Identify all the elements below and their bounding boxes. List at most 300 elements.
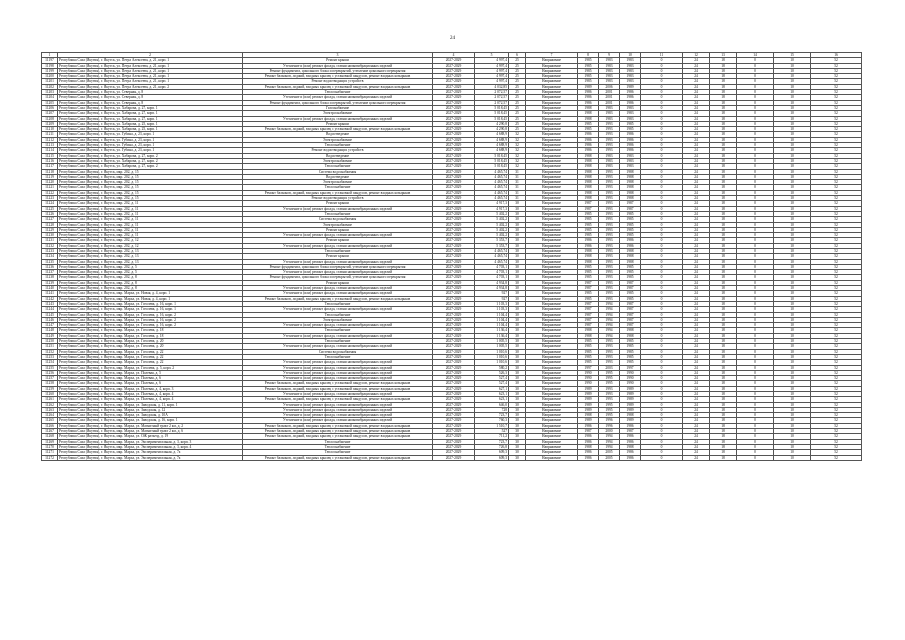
table-cell: 1986: [620, 434, 641, 439]
table-cell: 0: [737, 180, 774, 185]
table-cell: 30: [509, 413, 526, 418]
table-cell: 728: [475, 407, 509, 412]
table-cell: Напряжение: [526, 196, 578, 201]
table-cell: Электроснабжение: [243, 222, 433, 227]
table-cell: 32: [509, 164, 526, 169]
table-cell: 18: [710, 280, 737, 285]
table-cell: 2027-2029: [433, 196, 475, 201]
table-cell: 4 917,3: [475, 206, 509, 211]
table-cell: 52: [811, 413, 862, 418]
table-cell: 10: [774, 434, 811, 439]
table-cell: 24: [683, 84, 710, 89]
table-cell: 1985: [620, 264, 641, 269]
table-cell: 10: [774, 190, 811, 195]
table-cell: Теплоснабжение: [243, 354, 433, 359]
table-cell: 1985: [620, 291, 641, 296]
table-cell: Ремонт водоотводящих устройств: [243, 148, 433, 153]
table-cell: 1989: [578, 386, 599, 391]
table-cell: 18: [710, 148, 737, 153]
table-cell: 10: [774, 243, 811, 248]
table-cell: Напряжение: [526, 339, 578, 344]
table-cell: 1990: [620, 381, 641, 386]
table-cell: Ремонт балконов, лоджий, входных крылец с установкой пандусов, ремонт входных козырьков: [243, 386, 433, 391]
table-cell: Напряжение: [526, 307, 578, 312]
table-cell: 0: [641, 248, 683, 253]
table-cell: 0: [641, 185, 683, 190]
table-cell: 24: [683, 100, 710, 105]
table-cell: 52: [811, 323, 862, 328]
table-cell: 4 290,8: [475, 121, 509, 126]
table-cell: 2027-2029: [433, 280, 475, 285]
table-cell: Республика Саха (Якутия), г. Якутск, ул. Северная, д. 8: [58, 90, 243, 95]
table-cell: Республика Саха (Якутия), г. Якутск, мкр. Марха, ул. Полевая, д. 6: [58, 376, 243, 381]
column-header: 7: [526, 53, 578, 58]
table-cell: Напряжение: [526, 90, 578, 95]
table-cell: Утепление и (или) ремонт фасада, ставни низковибрационных изделий: [243, 392, 433, 397]
table-cell: 0: [641, 233, 683, 238]
table-cell: 0: [641, 280, 683, 285]
table-cell: 52: [811, 111, 862, 116]
table-cell: 1987: [578, 429, 599, 434]
table-cell: 927: [475, 296, 509, 301]
table-cell: 1983: [599, 111, 620, 116]
table-cell: 11219: [42, 174, 58, 179]
table-cell: 1987: [578, 201, 599, 206]
table-cell: 1988: [578, 328, 599, 333]
table-cell: 18: [710, 439, 737, 444]
table-cell: 30: [509, 407, 526, 412]
table-cell: 0: [737, 423, 774, 428]
table-cell: 1989: [578, 407, 599, 412]
table-cell: Напряжение: [526, 317, 578, 322]
table-cell: Республика Саха (Якутия), г. Якутск, мкр. 202, д. 11: [58, 227, 243, 232]
table-cell: 1989: [620, 402, 641, 407]
table-cell: 2027-2029: [433, 397, 475, 402]
table-cell: Ремонт водоотводящих устройств: [243, 79, 433, 84]
table-cell: 11228: [42, 222, 58, 227]
table-cell: 0: [737, 254, 774, 259]
table-cell: 0: [641, 148, 683, 153]
table-cell: 2027-2029: [433, 450, 475, 455]
table-cell: 2003: [599, 365, 620, 370]
table-cell: Утепление и (или) ремонт фасада, ставни низковибрационных изделий: [243, 360, 433, 365]
table-cell: 52: [811, 392, 862, 397]
table-cell: 18: [710, 291, 737, 296]
table-cell: 24: [683, 434, 710, 439]
table-cell: 24: [683, 376, 710, 381]
table-cell: 2027-2029: [433, 354, 475, 359]
table-cell: 0: [737, 259, 774, 264]
table-cell: Напряжение: [526, 312, 578, 317]
table-cell: 0: [641, 296, 683, 301]
table-cell: Напряжение: [526, 185, 578, 190]
table-cell: 11221: [42, 185, 58, 190]
table-cell: 627,1: [475, 386, 509, 391]
table-cell: 4 032,85: [475, 84, 509, 89]
table-cell: 52: [811, 434, 862, 439]
table-cell: 1994: [599, 333, 620, 338]
table-cell: 10: [774, 185, 811, 190]
table-cell: 30: [509, 217, 526, 222]
table-cell: Напряжение: [526, 392, 578, 397]
table-cell: Республика Саха (Якутия), г. Якутск, мкр. Марха, ул. Экспериментальная, д. 7а: [58, 450, 243, 455]
table-cell: 1987: [620, 201, 641, 206]
table-cell: 0: [737, 95, 774, 100]
table-cell: 0: [737, 74, 774, 79]
table-cell: 24: [683, 386, 710, 391]
table-cell: 0: [737, 370, 774, 375]
table-cell: 1994: [599, 307, 620, 312]
table-cell: Напряжение: [526, 248, 578, 253]
table-cell: 1985: [578, 127, 599, 132]
table-cell: 52: [811, 365, 862, 370]
column-header: 4: [433, 53, 475, 58]
table-cell: 0: [641, 429, 683, 434]
table-cell: 30: [509, 227, 526, 232]
table-cell: 0: [641, 105, 683, 110]
table-cell: 2027-2029: [433, 392, 475, 397]
table-cell: 1 103,3: [475, 307, 509, 312]
table-cell: 52: [811, 254, 862, 259]
table-body: [42, 58, 862, 461]
table-cell: 31: [509, 169, 526, 174]
table-cell: 11239: [42, 280, 58, 285]
table-cell: 52: [811, 116, 862, 121]
table-cell: 2027-2029: [433, 90, 475, 95]
table-cell: 10: [774, 349, 811, 354]
table-cell: 0: [737, 354, 774, 359]
table-cell: 1985: [620, 121, 641, 126]
table-cell: 10: [774, 74, 811, 79]
table-cell: 30: [509, 354, 526, 359]
table-cell: 1983: [620, 105, 641, 110]
table-cell: Напряжение: [526, 211, 578, 216]
table-cell: 0: [737, 381, 774, 386]
table-cell: 18: [710, 386, 737, 391]
table-cell: 52: [811, 264, 862, 269]
table-cell: 1987: [620, 307, 641, 312]
table-cell: 11199: [42, 68, 58, 73]
table-cell: 0: [641, 238, 683, 243]
table-cell: 11204: [42, 95, 58, 100]
table-cell: 2027-2029: [433, 254, 475, 259]
table-cell: 4 934,8: [475, 286, 509, 291]
table-cell: 0: [737, 190, 774, 195]
table-cell: Напряжение: [526, 148, 578, 153]
table-cell: 11245: [42, 312, 58, 317]
table-cell: 1983: [599, 79, 620, 84]
table-cell: 2027-2029: [433, 286, 475, 291]
table-cell: 0: [737, 132, 774, 137]
table-cell: 2027-2029: [433, 317, 475, 322]
table-cell: 2027-2029: [433, 344, 475, 349]
table-cell: 11265: [42, 418, 58, 423]
table-cell: 1985: [578, 222, 599, 227]
table-cell: 1983: [620, 164, 641, 169]
table-cell: 4 997,4: [475, 58, 509, 63]
table-cell: Утепление и (или) ремонт фасада, ставни низковибрационных изделий: [243, 116, 433, 121]
table-cell: 24: [683, 180, 710, 185]
table-cell: 30: [509, 301, 526, 306]
table-cell: 10: [774, 164, 811, 169]
table-cell: 1994: [599, 328, 620, 333]
table-cell: 24: [683, 116, 710, 121]
table-cell: 0: [641, 418, 683, 423]
table-cell: Электроснабжение: [243, 158, 433, 163]
table-cell: 1995: [599, 376, 620, 381]
table-cell: 11250: [42, 339, 58, 344]
table-cell: 18: [710, 317, 737, 322]
table-cell: 5 353,7: [475, 243, 509, 248]
table-cell: 10: [774, 301, 811, 306]
table-cell: 0: [737, 291, 774, 296]
table-cell: 4 465,74: [475, 185, 509, 190]
table-cell: 2027-2029: [433, 143, 475, 148]
table-cell: 10: [774, 418, 811, 423]
table-cell: 10: [774, 158, 811, 163]
table-cell: Водоотведение: [243, 174, 433, 179]
table-cell: 2027-2029: [433, 296, 475, 301]
table-cell: 1989: [578, 402, 599, 407]
table-cell: 1983: [599, 116, 620, 121]
table-cell: Напряжение: [526, 429, 578, 434]
table-cell: 10: [774, 370, 811, 375]
table-cell: Теплоснабжение: [243, 211, 433, 216]
table-cell: 0: [641, 376, 683, 381]
table-cell: 2027-2029: [433, 127, 475, 132]
table-cell: 52: [811, 217, 862, 222]
table-cell: 1983: [599, 58, 620, 63]
table-cell: 18: [710, 264, 737, 269]
table-cell: 2027-2029: [433, 137, 475, 142]
table-cell: 4 465,74: [475, 180, 509, 185]
table-cell: Утепление и (или) ремонт фасада, ставни низковибрационных изделий: [243, 323, 433, 328]
table-cell: 24: [683, 190, 710, 195]
table-cell: Напряжение: [526, 84, 578, 89]
table-cell: 30: [509, 222, 526, 227]
table-cell: 0: [737, 286, 774, 291]
table-cell: 25: [509, 90, 526, 95]
table-cell: Напряжение: [526, 275, 578, 280]
table-cell: 2027-2029: [433, 164, 475, 169]
table-cell: 18: [710, 105, 737, 110]
table-cell: Напряжение: [526, 174, 578, 179]
table-cell: 2027-2029: [433, 455, 475, 460]
table-cell: 1993: [599, 174, 620, 179]
table-cell: 24: [683, 291, 710, 296]
table-cell: 0: [641, 312, 683, 317]
table-cell: 4 703,1: [475, 270, 509, 275]
table-cell: 4 465,74: [475, 254, 509, 259]
table-cell: 0: [641, 100, 683, 105]
table-cell: 52: [811, 58, 862, 63]
table-cell: Напряжение: [526, 259, 578, 264]
table-cell: 24: [683, 286, 710, 291]
table-cell: 0: [737, 333, 774, 338]
table-cell: 10: [774, 360, 811, 365]
table-cell: 1994: [599, 444, 620, 449]
table-cell: 2027-2029: [433, 201, 475, 206]
table-cell: Теплоснабжение: [243, 444, 433, 449]
table-cell: Ремонт крыши: [243, 227, 433, 232]
table-cell: 10: [774, 222, 811, 227]
table-cell: Напряжение: [526, 323, 578, 328]
table-cell: 11235: [42, 259, 58, 264]
table-cell: 0: [737, 153, 774, 158]
table-cell: 11233: [42, 248, 58, 253]
table-cell: 1988: [578, 333, 599, 338]
table-cell: 0: [737, 68, 774, 73]
table-cell: 0: [737, 307, 774, 312]
table-cell: 1985: [578, 339, 599, 344]
table-cell: 1987: [578, 307, 599, 312]
table-cell: 2027-2029: [433, 100, 475, 105]
table-cell: 4 688,9: [475, 143, 509, 148]
table-cell: 11241: [42, 291, 58, 296]
table-cell: 11205: [42, 100, 58, 105]
table-cell: 11244: [42, 307, 58, 312]
table-cell: 10: [774, 127, 811, 132]
table-cell: 0: [737, 397, 774, 402]
table-cell: 2027-2029: [433, 429, 475, 434]
table-cell: 18: [710, 201, 737, 206]
table-cell: 2000: [599, 429, 620, 434]
table-cell: 52: [811, 121, 862, 126]
table-cell: 18: [710, 100, 737, 105]
table-cell: 4 688,9: [475, 137, 509, 142]
table-cell: 11238: [42, 275, 58, 280]
table-cell: 0: [641, 439, 683, 444]
table-cell: 1987: [620, 301, 641, 306]
table-cell: 52: [811, 248, 862, 253]
table-cell: Напряжение: [526, 418, 578, 423]
table-cell: Республика Саха (Якутия), г. Якутск, мкр. Марха, ул. Заводская, д. 11, корп. 1: [58, 402, 243, 407]
table-cell: Напряжение: [526, 434, 578, 439]
table-cell: 1983: [620, 153, 641, 158]
table-cell: Республика Саха (Якутия), г. Якутск, ул. Хабарова, д. 27, корп. 1: [58, 116, 243, 121]
table-cell: 0: [641, 222, 683, 227]
table-cell: 1985: [578, 275, 599, 280]
table-cell: 18: [710, 153, 737, 158]
table-cell: 2027-2029: [433, 275, 475, 280]
table-cell: Теплоснабжение: [243, 339, 433, 344]
table-cell: 31: [509, 190, 526, 195]
table-cell: 11216: [42, 158, 58, 163]
table-cell: 1985: [578, 360, 599, 365]
table-cell: 760,3: [475, 418, 509, 423]
table-cell: 2027-2029: [433, 132, 475, 137]
table-cell: 1993: [599, 169, 620, 174]
table-cell: Ремонт фундамента, цокольного блока и перекрытий, утепление цокольного перекрытия: [243, 68, 433, 73]
table-cell: 10: [774, 312, 811, 317]
table-cell: 1983: [620, 158, 641, 163]
table-cell: 11257: [42, 376, 58, 381]
table-cell: 24: [683, 58, 710, 63]
table-cell: 1 103,3: [475, 301, 509, 306]
table-cell: 11222: [42, 190, 58, 195]
table-cell: Напряжение: [526, 190, 578, 195]
table-cell: Республика Саха (Якутия), г. Якутск, ул. Хабарова, д. 27, корп. 2: [58, 164, 243, 169]
table-cell: 11261: [42, 397, 58, 402]
table-cell: 18: [710, 143, 737, 148]
table-cell: 1987: [620, 429, 641, 434]
table-cell: Напряжение: [526, 397, 578, 402]
table-cell: Система водоснабжения: [243, 169, 433, 174]
table-cell: 18: [710, 323, 737, 328]
table-cell: 1985: [578, 270, 599, 275]
page-number: 24: [450, 36, 455, 41]
table-cell: 11272: [42, 455, 58, 460]
table-cell: 1988: [578, 111, 599, 116]
table-cell: Теплоснабжение: [243, 328, 433, 333]
table-cell: Ремонт фундамента, цокольного блока и перекрытий, утепление цокольного перекрытия: [243, 100, 433, 105]
table-cell: Республика Саха (Якутия), г. Якутск, мкр. Марха, ул. Полевая, д. 4, корп. 3: [58, 386, 243, 391]
table-cell: Напряжение: [526, 137, 578, 142]
table-cell: 2027-2029: [433, 111, 475, 116]
table-cell: 1986: [620, 455, 641, 460]
table-cell: 24: [683, 413, 710, 418]
table-cell: 1990: [578, 376, 599, 381]
table-cell: 4 688,9: [475, 148, 509, 153]
table-cell: 0: [737, 196, 774, 201]
table-cell: Республика Саха (Якутия), г. Якутск, мкр. Марха, ул. Гоголева, д. 22: [58, 349, 243, 354]
table-cell: 24: [683, 328, 710, 333]
table-cell: Республика Саха (Якутия), г. Якутск, ул. Хабарова, д. 27, корп. 2: [58, 158, 243, 163]
table-cell: 1997: [578, 365, 599, 370]
table-cell: 1986: [578, 90, 599, 95]
table-cell: Напряжение: [526, 270, 578, 275]
table-cell: 0: [737, 349, 774, 354]
table-cell: Теплоснабжение: [243, 248, 433, 253]
table-cell: 52: [811, 381, 862, 386]
table-cell: 1986: [620, 132, 641, 137]
table-cell: Республика Саха (Якутия), г. Якутск, ул. Хабарова, д. 25, корп. 1: [58, 121, 243, 126]
table-cell: 1993: [599, 349, 620, 354]
table-cell: Теплоснабжение: [243, 164, 433, 169]
table-cell: 1988: [578, 190, 599, 195]
column-header: 11: [641, 53, 683, 58]
table-cell: 18: [710, 370, 737, 375]
table-cell: 1985: [620, 349, 641, 354]
table-cell: 0: [641, 402, 683, 407]
table-cell: Республика Саха (Якутия), г. Якутск, мкр. 202, д. 11: [58, 222, 243, 227]
table-cell: 52: [811, 270, 862, 275]
table-cell: 52: [811, 222, 862, 227]
table-cell: 0: [641, 180, 683, 185]
table-cell: 52: [811, 148, 862, 153]
table-cell: Республика Саха (Якутия), г. Якутск, ул. Петра Алексеева, д. 21, корп. 2: [58, 84, 243, 89]
table-cell: 1985: [578, 349, 599, 354]
table-cell: 24: [683, 137, 710, 142]
table-cell: 30: [509, 418, 526, 423]
table-cell: 10: [774, 307, 811, 312]
table-cell: Напряжение: [526, 360, 578, 365]
table-cell: 4 465,74: [475, 190, 509, 195]
table-cell: 11253: [42, 354, 58, 359]
table-cell: 25: [509, 121, 526, 126]
table-cell: Напряжение: [526, 217, 578, 222]
table-cell: 18: [710, 339, 737, 344]
table-cell: 1987: [620, 312, 641, 317]
table-cell: 1996: [599, 423, 620, 428]
table-cell: 52: [811, 79, 862, 84]
table-cell: 4 917,3: [475, 201, 509, 206]
table-cell: 10: [774, 455, 811, 460]
column-header: 13: [710, 53, 737, 58]
table-cell: 2027-2029: [433, 434, 475, 439]
table-cell: 1983: [599, 158, 620, 163]
table-cell: 2 072,57: [475, 90, 509, 95]
